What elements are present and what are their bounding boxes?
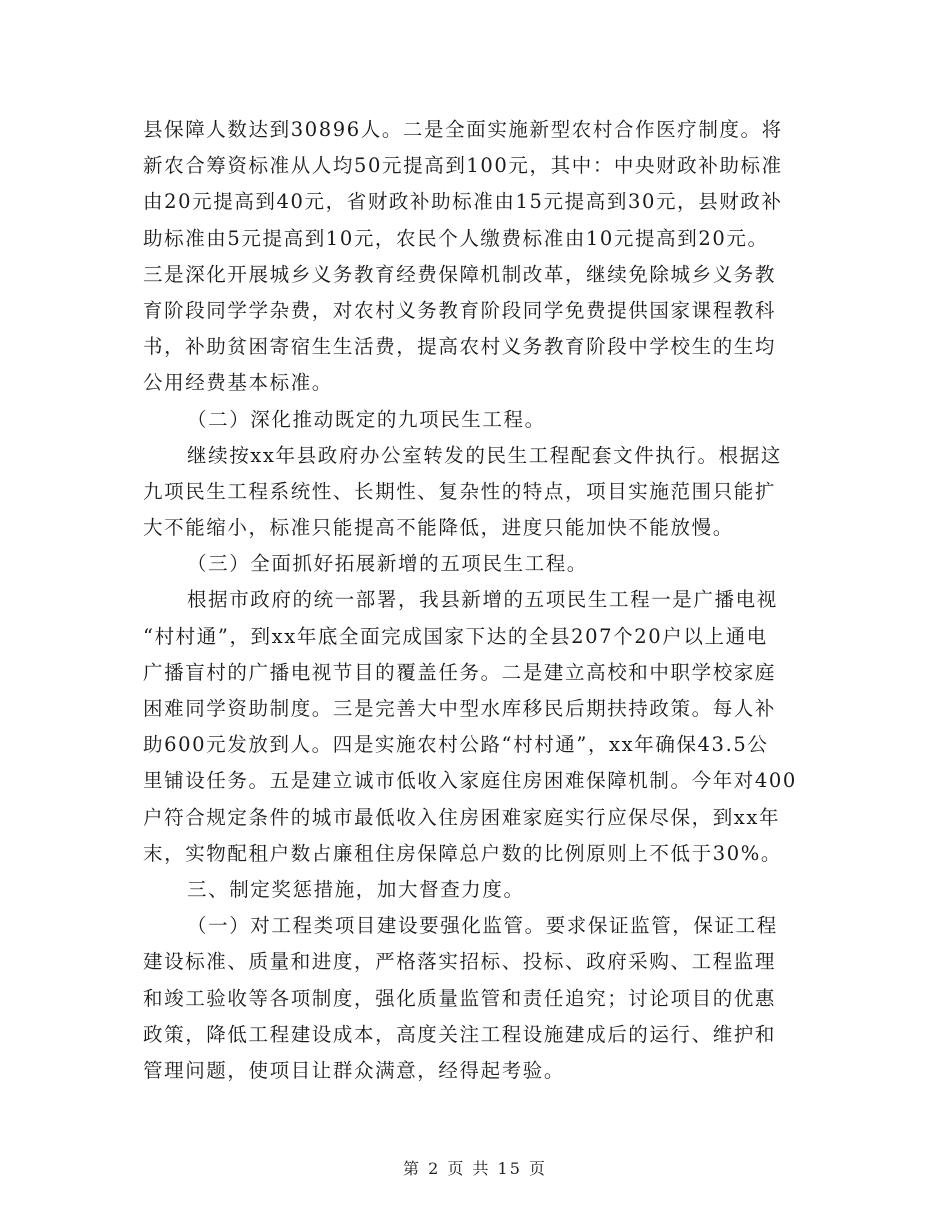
text-line: 根据市政府的统一部署，我县新增的五项民生工程一是广播电视 bbox=[187, 588, 778, 612]
document-body bbox=[143, 112, 815, 1089]
text-line: 新农合筹资标准从人均50元提高到100元，其中：中央财政补助标准 bbox=[143, 154, 783, 178]
text-line: 政策，降低工程建设成本，高度关注工程设施建成后的运行、维护和 bbox=[143, 1022, 777, 1046]
text-line: 户符合规定条件的城市最低收入住房困难家庭实行应保尽保，到xx年 bbox=[143, 805, 781, 829]
text-line: 由20元提高到40元，省财政补助标准由15元提高到30元，县财政补 bbox=[143, 190, 783, 214]
text-line: （一）对工程类项目建设要强化监管。要求保证监管，保证工程 bbox=[187, 914, 778, 938]
section-heading: （三）全面抓好拓展新增的五项民生工程。 bbox=[187, 552, 588, 576]
text-line: 县保障人数达到30896人。二是全面实施新型农村合作医疗制度。将 bbox=[143, 118, 783, 141]
text-line: 管理问题，使项目让群众满意，经得起考验。 bbox=[143, 1058, 566, 1082]
text-line: 继续按xx年县政府办公室转发的民生工程配套文件执行。根据这 bbox=[187, 443, 782, 467]
text-line: 里铺设任务。五是建立诚市低收入家庭住房困难保障机制。今年对400 bbox=[143, 769, 797, 793]
text-line: 三是深化开展城乡义务教育经费保障机制改革，继续免除城乡义务教 bbox=[143, 262, 777, 286]
text-line: 末，实物配租户数占廉租住房保障总户数的比例原则上不低于30%。 bbox=[143, 841, 782, 865]
page-number-footer: 第 2 页 共 15 页 bbox=[403, 1159, 547, 1178]
text-line: 助标准由5元提高到10元，农民个人缴费标准由10元提高到20元。 bbox=[143, 226, 769, 250]
text-line: 大不能缩小，标准只能提高不能降低，进度只能加快不能放慢。 bbox=[143, 516, 734, 540]
text-line: 广播盲村的广播电视节目的覆盖任务。二是建立高校和中职学校家庭 bbox=[143, 660, 777, 684]
text-line: 育阶段同学学杂费，对农村义务教育阶段同学免费提供国家课程教科 bbox=[143, 298, 777, 322]
text-line: 建设标准、质量和进度，严格落实招标、投标、政府采购、工程监理 bbox=[143, 950, 777, 974]
text-line: 公用经费基本标准。 bbox=[143, 371, 333, 395]
text-line: 困难同学资助制度。三是完善大中型水库移民后期扶持政策。每人补 bbox=[143, 697, 777, 720]
text-line: “村村通”，到xx年底全面完成国家下达的全县207个20户以上通电 bbox=[143, 624, 768, 648]
text-line: 和竣工验收等各项制度，强化质量监管和责任追究；讨论项目的优惠 bbox=[143, 986, 777, 1010]
text-line: 助600元发放到人。四是实施农村公路“村村通”，xx年确保43.5公 bbox=[143, 733, 769, 757]
text-line: 九项民生工程系统性、长期性、复杂性的特点，项目实施范围只能扩 bbox=[143, 479, 777, 503]
section-heading: 三、制定奖惩措施，加大督查力度。 bbox=[187, 877, 525, 901]
text-line: 书，补助贫困寄宿生生活费，提高农村义务教育阶段中学校生的生均 bbox=[143, 335, 777, 359]
section-heading: （二）深化推动既定的九项民生工程。 bbox=[187, 407, 546, 431]
